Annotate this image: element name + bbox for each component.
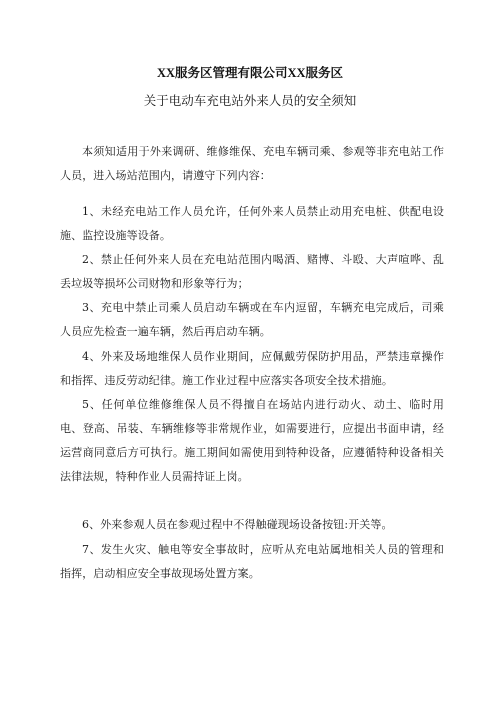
paragraph-item-4: 4、外来及场地维保人员作业期间，应佩戴劳保防护用品，严禁违章操作和指挥、违反劳动纪律。施工作业过程中应落实各项安全技术措施。 <box>60 350 444 387</box>
paragraph-intro: 本须知适用于外来调研、维修维保、充电车辆司乘、参观等非充电站工作人员，进入场站范围内，请遵守下列内容： <box>60 145 444 182</box>
paragraph-item-2: 2、禁止任何外来人员在充电站范围内喝酒、赌博、斗殴、大声喧哗、乱丢垃圾等损坏公司财物和形象等行为； <box>60 253 444 290</box>
paragraph-item-7: 7、发生火灾、触电等安全事故时，应听从充电站属地相关人员的管理和指挥，启动相应安全事故现场处置方案。 <box>60 543 444 580</box>
document-title-line1: XX服务区管理有限公司XX服务区 <box>156 66 344 80</box>
paragraph-item-6: 6、外来参观人员在参观过程中不得触碰现场设备按钮:开关等。 <box>82 518 393 531</box>
document-title-line2: 关于电动车充电站外来人员的安全须知 <box>143 93 357 108</box>
paragraph-item-3: 3、充电中禁止司乘人员启动车辆或在车内逗留，车辆充电完成后，司乘人员应先检查一遍车辆，然后再启动车辆。 <box>60 301 444 338</box>
paragraph-item-1: 1、未经充电站工作人员允许，任何外来人员禁止动用充电桩、供配电设施、监控设施等设备。 <box>60 205 444 242</box>
paragraph-item-5: 5、任何单位维修维保人员不得擅自在场站内进行动火、动土、临时用电、登高、吊装、车辆维修等非常规作业，如需要进行，应提出书面申请，经运营商同意后方可执行。施工期间如需使用到特种设备，应遵循特种设备相关法律法规，特种作业人员需持证上岗。 <box>60 398 444 483</box>
